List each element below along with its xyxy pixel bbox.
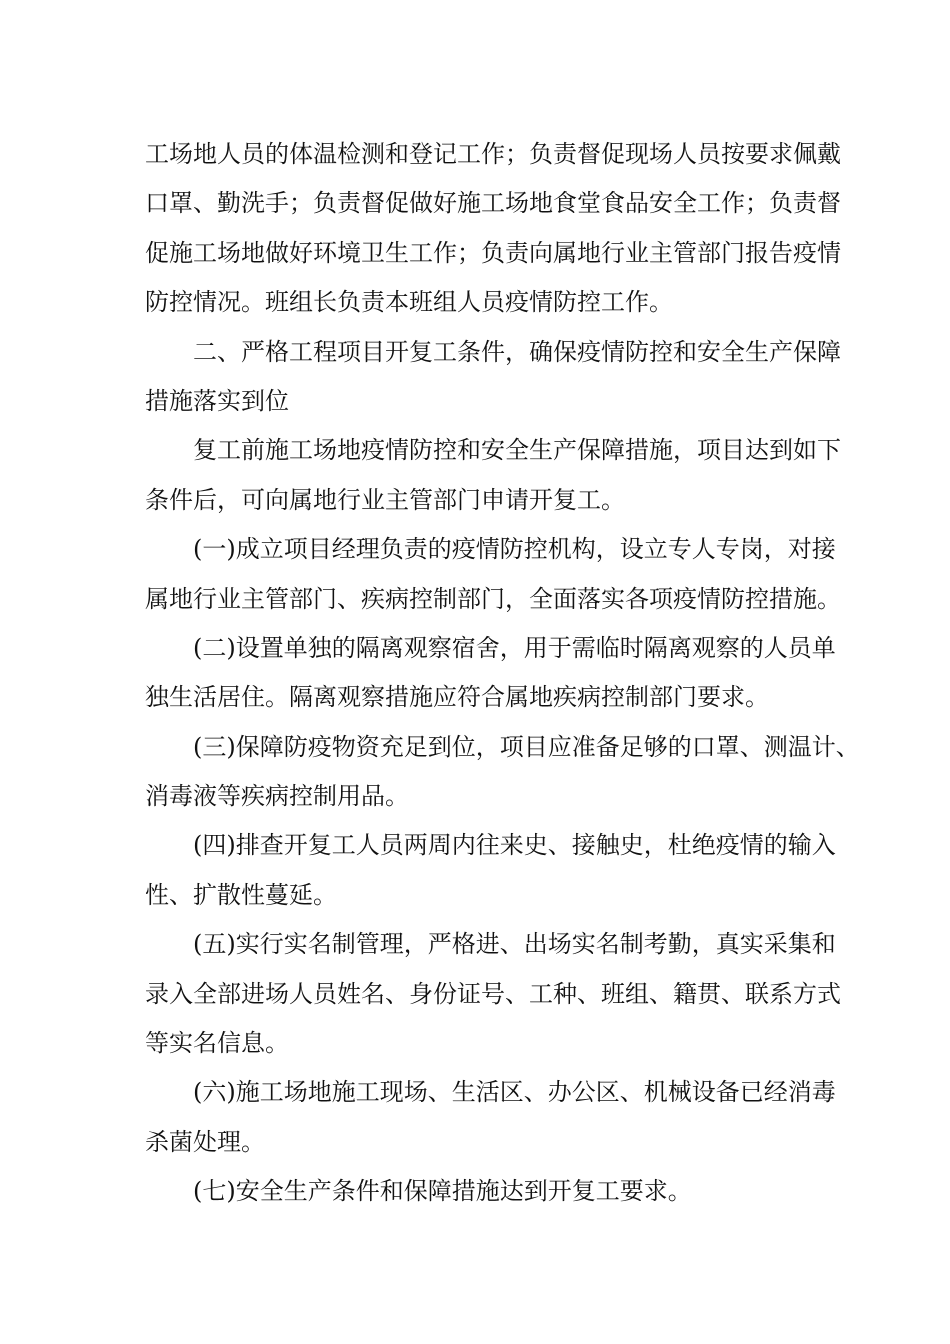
list-item-line: (二)设置单独的隔离观察宿舍，用于需临时隔离观察的人员单 (193, 633, 836, 662)
list-item-line: (七)安全生产条件和保障措施达到开复工要求。 (193, 1177, 692, 1206)
list-item-line: 杀菌处理。 (145, 1127, 265, 1156)
list-item-line: 录入全部进场人员姓名、身份证号、工种、班组、籍贯、联系方式 (145, 979, 841, 1008)
list-item-line: (五)实行实名制管理，严格进、出场实名制考勤，真实采集和 (193, 930, 836, 959)
text-line: 口罩、勤洗手；负责督促做好施工场地食堂食品安全工作；负责督 (145, 189, 841, 218)
document-body (145, 130, 860, 1217)
list-item-line: (三)保障防疫物资充足到位，项目应准备足够的口罩、测温计、 (193, 732, 860, 761)
list-item-line: 属地行业主管部门、疾病控制部门，全面落实各项疫情防控措施。 (145, 584, 841, 613)
list-item-line: (六)施工场地施工现场、生活区、办公区、机械设备已经消毒 (193, 1078, 836, 1107)
text-line: 复工前施工场地疫情防控和安全生产保障措施，项目达到如下 (193, 436, 841, 465)
section-heading-line: 二、严格工程项目开复工条件，确保疫情防控和安全生产保障 (193, 337, 841, 366)
text-line: 防控情况。班组长负责本班组人员疫情防控工作。 (145, 288, 673, 317)
list-item-line: 等实名信息。 (145, 1029, 289, 1058)
text-line: 工场地人员的体温检测和登记工作；负责督促现场人员按要求佩戴 (145, 140, 841, 168)
text-line: 促施工场地做好环境卫生工作；负责向属地行业主管部门报告疫情 (145, 238, 841, 267)
list-item-line: (一)成立项目经理负责的疫情防控机构，设立专人专岗，对接 (193, 535, 836, 564)
section-heading-line: 措施落实到位 (145, 386, 289, 415)
list-item-line: 独生活居住。隔离观察措施应符合属地疾病控制部门要求。 (145, 683, 769, 712)
list-item-line: 性、扩散性蔓延。 (145, 880, 337, 909)
text-line: 条件后，可向属地行业主管部门申请开复工。 (145, 485, 625, 514)
list-item-line: (四)排查开复工人员两周内往来史、接触史，杜绝疫情的输入 (193, 831, 836, 860)
list-item-line: 消毒液等疾病控制用品。 (145, 782, 409, 811)
